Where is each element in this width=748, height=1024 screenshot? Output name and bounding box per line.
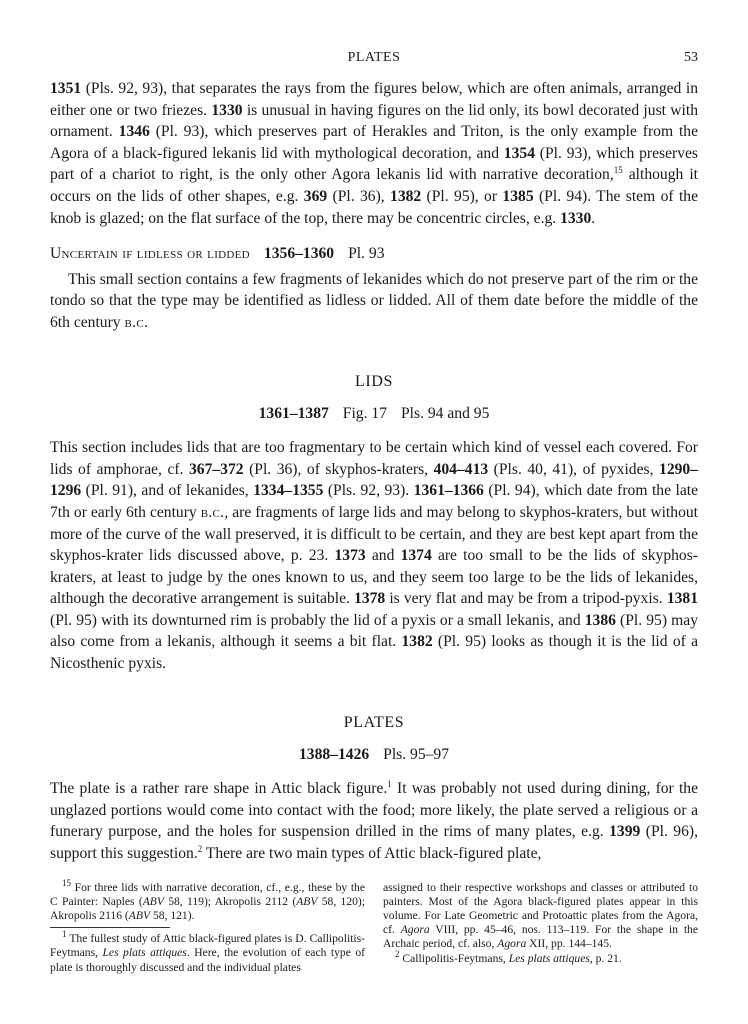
plate-ref: Pl. 93 — [348, 245, 385, 263]
text-run: , p. 21. — [589, 951, 622, 965]
footnote-number: 15 — [62, 877, 71, 888]
plates-heading: PLATES — [343, 713, 405, 731]
text-run: VIII, pp. 45–46, nos. 113–119. For the shape in the Archaic period, cf. also, — [383, 923, 698, 951]
text-run: although it occurs on the lids of other shapes, e.g. — [50, 166, 698, 205]
footnote-column-right — [383, 881, 698, 975]
plates-subheading — [50, 744, 698, 766]
series-title: Agora — [497, 937, 527, 951]
catalog-number: 1330 — [211, 101, 243, 119]
text-run: (Pl. 36), — [327, 187, 391, 205]
era-abbrev: b.c. — [200, 503, 225, 521]
text-run: (Pls. 40, 41), of pyxides, — [488, 460, 660, 478]
catalog-number: 1351 — [50, 80, 82, 97]
footnote-number: 2 — [395, 948, 400, 959]
intro-paragraph — [50, 78, 698, 229]
text-run: . — [591, 209, 596, 227]
footnote-divider — [50, 927, 170, 928]
plate-ref: Pls. 95–97 — [383, 745, 450, 763]
footnote-number: 1 — [62, 929, 67, 940]
catalog-range: 1388–1426 — [298, 745, 370, 763]
book-title: Les plats attiques — [508, 951, 590, 965]
footnote-column-left — [50, 877, 365, 975]
text-run: is very flat and may be from a tripod-pyxis. — [385, 590, 667, 608]
figure-ref: Fig. 17 — [342, 404, 387, 422]
text-run: (Pls. 92, 93), that separates the rays from the figures below, which are often animals, arranged in either one or two friezes. — [50, 80, 698, 119]
lids-paragraph — [50, 437, 698, 675]
footnote-ref: 15 — [613, 165, 623, 176]
running-head-title: PLATES — [347, 50, 401, 65]
abbrev: ABV — [128, 909, 151, 923]
catalog-number: 1361–1366 — [413, 482, 484, 500]
text-run: 58, 120); Akropolis 2116 ( — [50, 894, 365, 923]
text-run: (Pls. 92, 93). — [323, 482, 414, 500]
lids-subheading — [50, 403, 698, 425]
text-run: The plate is a rather rare shape in Attic black figure. — [50, 780, 388, 798]
catalog-number: 1374 — [400, 547, 432, 565]
section-label: Uncertain if lidless or lidded — [50, 245, 250, 263]
text-run: are too small to be the lids of skyphos-kraters, at least to judge by the ones known to us, and they seem too large to be the lids of lekanides, although the decorative arrangement is suitable. — [50, 547, 698, 608]
running-head — [50, 50, 698, 72]
text-run: assigned to their respective workshops and classes or attributed to painters. Most of the Agora black-figured plates appear in this volume. For Late Geometric and Protoattic plates from the Agora, cf. — [383, 880, 698, 937]
text-run: (Pl. 95) looks as though it is the lid of a Nicosthenic pyxis. — [50, 633, 698, 673]
text-run: (Pl. 91), and of lekanides, — [81, 482, 254, 500]
text-run: This section includes lids that are too fragmentary to be certain which kind of vessel each covered. For lids of amphorae, cf. — [50, 439, 698, 478]
uncertain-paragraph — [50, 269, 698, 334]
text-run: and — [365, 547, 401, 565]
text-run: For three lids with narrative decoration, cf., e.g., these by the C Painter: Naples ( — [50, 880, 365, 908]
text-run: Callipolitis-Feytmans, — [399, 951, 509, 965]
text-run: 58, 119); Akropolis 2112 ( — [163, 894, 297, 908]
plate-ref: Pls. 94 and 95 — [401, 404, 490, 422]
page — [50, 50, 698, 975]
abbrev: ABV — [296, 894, 318, 908]
text-run: There are two main types of Attic black-figured plate, — [202, 845, 542, 863]
text-run: (Pl. 95) may also come from a lekanis, although it seems a bit flat. — [50, 611, 698, 651]
catalog-number: 369 — [303, 187, 328, 205]
text-run: XII, pp. 144–145. — [526, 937, 612, 951]
range-number: 1356–1360 — [263, 245, 335, 263]
text-run: (Pl. 93), which preserves part of Herakles and Triton, is the only example from the Agora of a black-figured lekanis lid with mythological decoration, and — [50, 123, 699, 162]
catalog-number: 404–413 — [433, 460, 489, 478]
era-abbrev: b.c. — [124, 313, 149, 331]
catalog-number: 367–372 — [188, 460, 244, 478]
footnote-1 — [50, 929, 365, 975]
text-run: (Pl. 94), which date from the late 7th or early 6th century — [50, 482, 698, 521]
footnote-15 — [50, 877, 365, 924]
catalog-range — [264, 245, 334, 262]
text-run: (Pl. 36), of skyphos-kraters, — [243, 460, 434, 478]
catalog-number: 1354 — [503, 144, 535, 162]
catalog-number: 1334–1355 — [253, 482, 324, 500]
text-run: 58, 121). — [150, 909, 195, 923]
text-run: (Pl. 95), or — [421, 187, 503, 205]
text-run: (Pl. 93), which preserves part of a chariot to right, is the only other Agora lekanis lid with narrative decoration, — [50, 144, 698, 184]
catalog-number: 1373 — [334, 547, 366, 565]
footnotes — [50, 877, 698, 975]
abbrev: ABV — [142, 894, 164, 908]
catalog-number: 1346 — [118, 123, 150, 141]
lids-heading: LIDS — [355, 372, 393, 390]
page-number: 53 — [684, 50, 698, 65]
uncertain-section-heading — [50, 243, 698, 265]
catalog-number: 1330 — [560, 209, 592, 227]
text-run: It was probably not used during dining, for the unglazed portions would come into contact with the food; more likely, the plate served a religious or a funerary purpose, and the holes for suspension drilled in the rims of many plates, e.g. — [50, 780, 698, 841]
catalog-number: 1290–1296 — [50, 460, 698, 500]
text-run: is unusual in having figures on the lid only, its bowl decorated just with ornament. — [50, 101, 698, 141]
catalog-number: 1385 — [502, 187, 534, 205]
text-run: (Pl. 96), support this suggestion. — [50, 823, 698, 863]
book-title: Les plats attiques — [102, 946, 187, 960]
catalog-number: 1386 — [584, 611, 616, 629]
plates-paragraph — [50, 778, 698, 864]
catalog-number: 1382 — [390, 187, 422, 205]
catalog-number: 1381 — [666, 590, 698, 608]
series-title: Agora — [400, 923, 430, 937]
text-run: , are fragments of large lids and may belong to skyphos-kraters, but without more of the curve of the wall preserved, it is difficult to be certain, and they are best kept apart from the skyphos-krater lids discussed above, p. 23. — [50, 503, 698, 565]
text-run: . Here, the evolution of each type of plate is thoroughly discussed and the individual plates — [50, 946, 365, 974]
catalog-number: 1378 — [354, 590, 386, 608]
text-run: (Pl. 95) with its downturned rim is probably the lid of a pyxis or a small lekanis, and — [50, 611, 585, 629]
text-run: This small section contains a few fragments of lekanides which do not preserve part of the rim or the tondo so that the type may be identified as lidless or lidded. All of them date before the middle of the 6th century — [50, 270, 698, 331]
catalog-number: 1399 — [609, 823, 641, 841]
text-run: (Pl. 94). The stem of the knob is glazed; on the flat surface of the top, there may be concentric circles, e.g. — [50, 187, 698, 227]
footnote-ref: 2 — [197, 843, 203, 854]
catalog-range: 1361–1387 — [258, 404, 329, 422]
footnote-ref: 1 — [387, 779, 392, 790]
footnote-1-continued — [383, 881, 698, 952]
catalog-number: 1382 — [401, 633, 433, 651]
footnote-2 — [383, 948, 698, 966]
text-run: The fullest study of Attic black-figured plates is D. Callipolitis-Feytmans, — [50, 932, 365, 960]
